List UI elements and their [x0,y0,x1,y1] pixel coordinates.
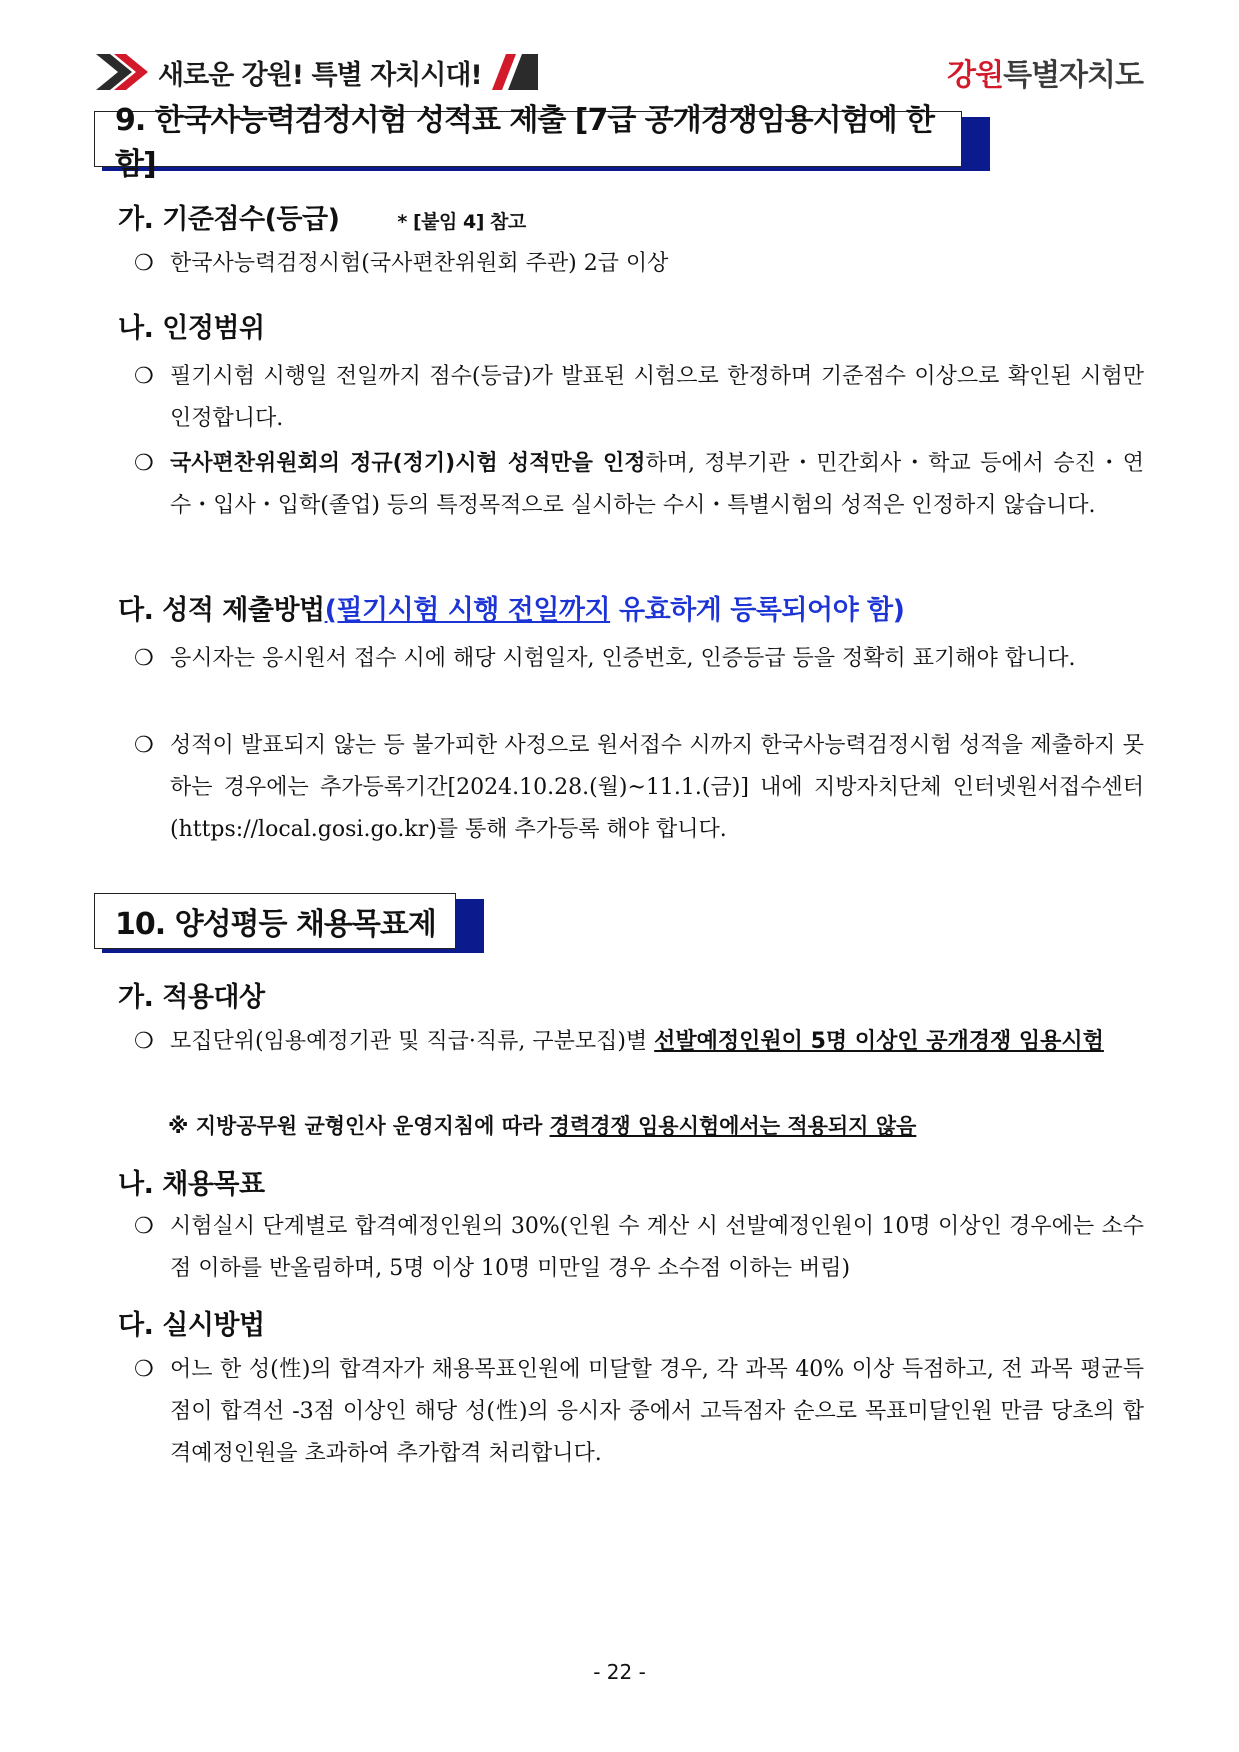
logo-red-text: 강원 [947,58,1004,93]
bullet-icon: ❍ [134,646,154,671]
list-item: ❍ 모집단위(임용예정기관 및 직급·직류, 구분모집)별 선발예정인원이 5명 이상인 공개경쟁 임용시험 [134,1021,1144,1063]
slogan-right-stripes-icon [492,54,538,90]
deadline-note: (필기시험 시행 전일까지 [324,595,611,626]
section-9-title-box [94,103,962,182]
section-9-title: 9. 한국사능력검정시험 성적표 제출 [7급 공개경쟁임용시험에 한함] [115,103,935,182]
list-item: ❍ 국사편찬위원회의 정규(정기)시험 성적만을 인정하며, 정부기관・민간회사・학교 등에서 승진・연수・입사・입학(졸업) 등의 특정목적으로 실시하는 수시・특별시험의 성적은 인정하지 않습니다. [134,443,1144,527]
gangwon-logo [947,52,1143,92]
emphasis-text: 선발예정인원이 5명 이상인 공개경쟁 임용시험 [654,1029,1104,1054]
exception-note: ※ 지방공무원 균형인사 운영지침에 따라 경력경쟁 임용시험에서는 적용되지 않음 [168,1114,917,1138]
list-item: ❍ 어느 한 성(性)의 합격자가 채용목표인원에 미달할 경우, 각 과목 40% 이상 득점하고, 전 과목 평균득점이 합격선 -3점 이상인 해당 성(性)의 응시자 중에서 고득점자 순으로 목표미달인원 만큼 당초의 합격예정인원을 초과하여 추가합격 처리합니다. [134,1349,1144,1475]
page-number: - 22 - [593,1660,646,1684]
bullet-icon: ❍ [134,251,154,276]
page-header [96,52,1143,92]
section-10-title: 10. 양성평등 채용목표제 [115,907,436,942]
list-item: ❍ 시험실시 단계별로 합격예정인원의 30%(인원 수 계산 시 선발예정인원이 10명 이상인 경우에는 소수점 이하를 반올림하며, 5명 이상 10명 미만일 경우 소수점 이하는 버림) [134,1206,1144,1290]
list-item: ❍ 성적이 발표되지 않는 등 불가피한 사정으로 원서접수 시까지 한국사능력검정시험 성적을 제출하지 못하는 경우에는 추가등록기간[2024.10.28.(월)~11.1.(금)] 내에 지방자치단체 인터넷원서접수센터(https://local.gosi.go.kr)를 통해 추가등록 해야 합니다. [134,725,1144,851]
section-10-a-heading: 가. 적용대상 [118,982,265,1013]
list-item: ❍ 응시자는 응시원서 접수 시에 해당 시험일자, 인증번호, 인증등급 등을 정확히 표기해야 합니다. [134,638,1144,680]
bullet-icon: ❍ [134,733,154,758]
logo-text: 특별자치도 [1003,58,1143,93]
bullet-icon: ❍ [134,1029,154,1054]
list-item: ❍ 한국사능력검정시험(국사편찬위원회 주관) 2급 이상 [134,243,1144,285]
section-9-b-heading: 나. 인정범위 [118,313,265,344]
bullet-icon: ❍ [134,451,154,476]
section-9-c-heading: 다. 성적 제출방법(필기시험 시행 전일까지 유효하게 등록되어야 함) [118,595,905,626]
bullet-icon: ❍ [134,1214,154,1239]
deadline-note-2: 유효하게 등록되어야 함) [619,595,905,626]
slogan-left-stripes-icon [96,54,148,90]
reference-note: * [붙임 4] 참고 [397,211,526,233]
bullet-icon: ❍ [134,364,154,389]
bullet-icon: ❍ [134,1357,154,1382]
section-10-c-heading: 다. 실시방법 [118,1310,265,1341]
slogan-banner [96,52,538,92]
emphasis-text: 국사편찬위원회의 정규(정기)시험 성적만을 인정 [170,451,646,476]
section-10-title-box [94,893,456,949]
list-item: ❍ 필기시험 시행일 전일까지 점수(등급)가 발표된 시험으로 한정하며 기준점수 이상으로 확인된 시험만 인정합니다. [134,356,1144,440]
section-10-b-heading: 나. 채용목표 [118,1169,265,1200]
slogan-text: 새로운 강원! 특별 자치시대! [158,59,482,91]
section-9-a-heading: 가. 기준점수(등급) * [붙임 4] 참고 [118,204,526,235]
